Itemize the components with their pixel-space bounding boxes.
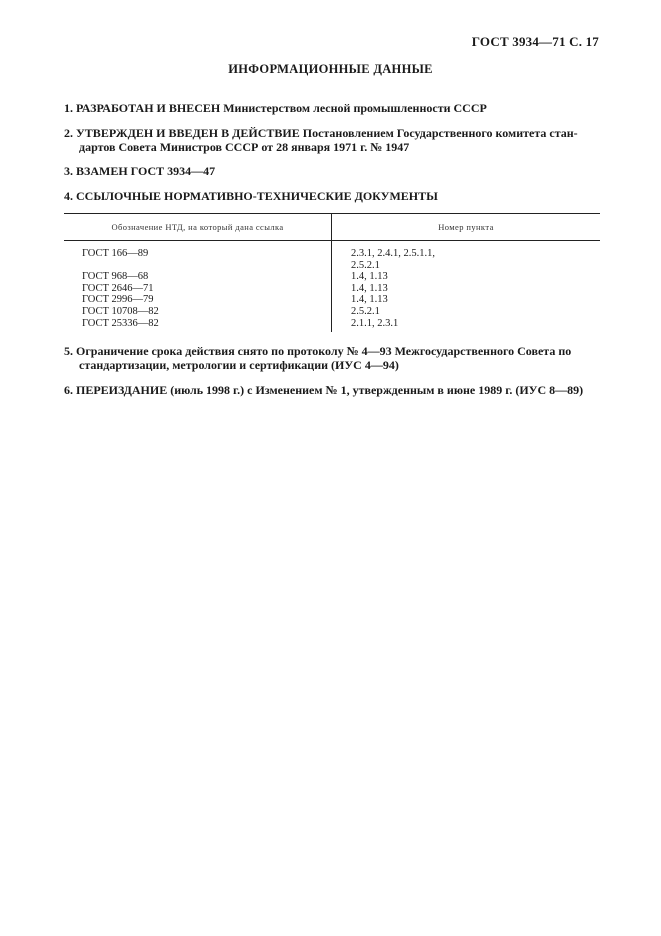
info-item-4: [64, 189, 600, 203]
table-cell-document: ГОСТ 2646—71: [82, 282, 154, 294]
column-header-document: Обозначение НТД, на который дана ссылка: [111, 222, 284, 232]
item-text: ССЫЛОЧНЫЕ НОРМАТИВНО-ТЕХНИЧЕСКИЕ ДОКУМЕНТЫ: [76, 189, 438, 203]
item-number: 2.: [64, 126, 73, 140]
reference-documents-table: [64, 213, 600, 333]
table-cell-clause: 1.4, 1.13: [351, 271, 388, 283]
table-header-rule: [64, 240, 600, 241]
info-item-1: [64, 101, 600, 115]
item-text: ПЕРЕИЗДАНИЕ (июль 1998 г.) с Изменением № 1, утвержденным в июне 1989 г. (ИУС 8—89): [76, 383, 584, 397]
item-number: 1.: [64, 101, 73, 115]
info-item-6: [64, 383, 600, 397]
item-text: Ограничение срока действия снято по протоколу № 4—93 Межгосударственного Совета по: [76, 344, 572, 358]
column-header-clause: Номер пункта: [438, 222, 494, 232]
table-cell-clause: 1.4, 1.13: [351, 282, 388, 294]
standard-page-reference: ГОСТ 3934—71 С. 17: [471, 34, 599, 49]
table-top-rule: [64, 213, 600, 214]
item-number: 3.: [64, 164, 73, 178]
table-cell-clause: 2.1.1, 2.3.1: [351, 317, 399, 329]
item-number: 6.: [64, 383, 73, 397]
info-item-5: [64, 344, 600, 372]
table-cell-clause: 2.5.2.1: [351, 305, 380, 317]
info-item-2: [64, 126, 600, 154]
section-title: ИНФОРМАЦИОННЫЕ ДАННЫЕ: [228, 62, 433, 76]
table-cell-clause: 1.4, 1.13: [351, 294, 388, 306]
table-cell-document: ГОСТ 10708—82: [82, 305, 159, 317]
table-cell-clause: 2.3.1, 2.4.1, 2.5.1.1,: [351, 248, 435, 259]
table-cell-document: ГОСТ 2996—79: [82, 294, 154, 306]
info-item-3: [64, 164, 600, 178]
table-cell-document: ГОСТ 25336—82: [82, 317, 159, 329]
item-number: 4.: [64, 189, 73, 203]
item-text-continuation: дартов Совета Министров СССР от 28 января 1971 г. № 1947: [79, 140, 410, 154]
item-text: РАЗРАБОТАН И ВНЕСЕН Министерством лесной промышленности СССР: [76, 101, 487, 115]
item-text: УТВЕРЖДЕН И ВВЕДЕН В ДЕЙСТВИЕ Постановлением Государственного комитета стан-: [76, 126, 578, 140]
table-cell-document: ГОСТ 166—89: [82, 248, 149, 259]
item-text-continuation: стандартизации, метрологии и сертификации (ИУС 4—94): [79, 358, 399, 372]
item-text: ВЗАМЕН ГОСТ 3934—47: [76, 164, 216, 178]
table-cell-clause: 2.5.2.1: [351, 259, 380, 271]
document-column: [82, 248, 159, 329]
item-number: 5.: [64, 344, 73, 358]
clause-column: [351, 248, 435, 329]
table-cell-document: ГОСТ 968—68: [82, 271, 149, 283]
